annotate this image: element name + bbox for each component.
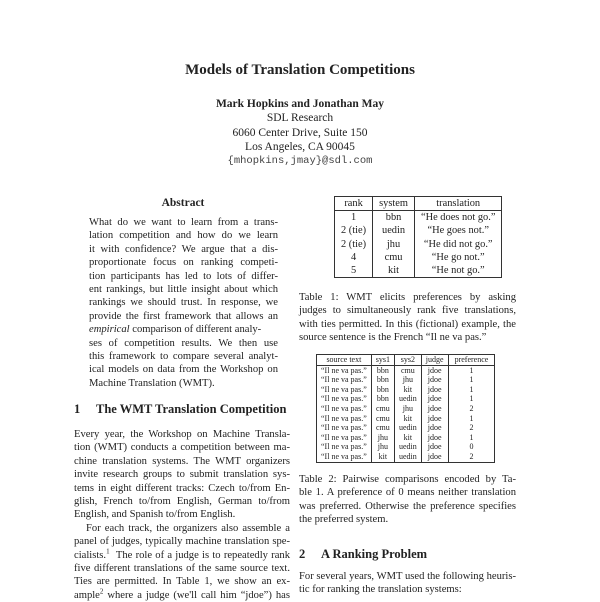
table-cell: uedin [395, 452, 422, 462]
table-cell: 2 [448, 452, 495, 462]
address-line-2: Los Angeles, CA 90045 [245, 141, 355, 153]
section-1-body [74, 428, 290, 602]
address-line-1: 6060 Center Drive, Suite 150 [232, 126, 368, 139]
caption-line: Table 2: Pairwise comparisons encoded by Ta- [299, 474, 516, 485]
caption-line: with ties permitted. In this (fictional) example, the [299, 318, 516, 330]
table-cell: 2 [448, 423, 495, 433]
table-row [335, 211, 502, 225]
table-cell: “Il ne va pas.” [317, 404, 372, 414]
table-cell: uedin [395, 423, 422, 433]
table-cell: uedin [373, 224, 415, 237]
abstract-line: ent rankings, but little insight about which [89, 283, 278, 295]
abstract-line: it with confidence? We argue that a dis- [89, 243, 278, 255]
section-1-heading [74, 402, 294, 417]
table-cell: 2 (tie) [335, 238, 373, 251]
body-line: tic for ranking the translation systems: [299, 584, 462, 596]
table-1-caption [299, 291, 516, 345]
table-row [335, 224, 502, 237]
abstract-line: ses of competition results. We then use [89, 337, 278, 349]
body-line: Every year, the Workshop on Machine Transla- [74, 429, 290, 440]
table-header-row [335, 197, 502, 211]
body-line [74, 589, 290, 602]
table-row [317, 404, 495, 414]
table-cell: jhu [373, 238, 415, 251]
table-row [317, 385, 495, 395]
abstract-heading: Abstract [161, 197, 205, 209]
body-line: panel of judges, typically machine translation spe- [74, 536, 290, 548]
abstract-line-text: comparison of different analy- [132, 324, 262, 336]
column-header: translation [414, 197, 501, 211]
abstract-line: provide the first framework that allows an [89, 310, 278, 322]
table-cell: kit [395, 433, 422, 443]
email: {mhopkins,jmay}@sdl.com [227, 155, 373, 167]
column-header: judge [421, 355, 448, 366]
section-number: 2 [299, 547, 306, 561]
column-header: system [373, 197, 415, 211]
caption-line: Table 1: WMT elicits preferences by asking [299, 292, 516, 303]
table-cell: bbn [373, 211, 415, 225]
table-cell: bbn [371, 375, 394, 385]
table-row [317, 442, 495, 452]
table-cell: 2 [448, 404, 495, 414]
body-text: ample [74, 589, 100, 601]
table-cell: jdoe [421, 414, 448, 424]
table-cell: jdoe [421, 404, 448, 414]
abstract-line: lation competition and how do we learn [89, 230, 278, 242]
table-cell: “Il ne va pas.” [317, 442, 372, 452]
table-row [317, 375, 495, 385]
table-row [317, 365, 495, 375]
table-cell: uedin [395, 394, 422, 404]
body-line: For several years, WMT used the following heuris- [299, 571, 516, 582]
table-2 [316, 354, 495, 463]
abstract-line: proportionate focus on ranking competi- [89, 257, 278, 269]
body-text: The role of a judge is to repeatedly rank [115, 549, 290, 561]
table-2-caption [299, 473, 516, 527]
table-cell: 0 [448, 442, 495, 452]
table-row [317, 394, 495, 404]
table-cell: jdoe [421, 375, 448, 385]
table-cell: cmu [371, 404, 394, 414]
table-cell: kit [371, 452, 394, 462]
column-header: sys1 [371, 355, 394, 366]
table-cell: bbn [371, 385, 394, 395]
table-cell: jdoe [421, 385, 448, 395]
table-cell: 1 [448, 385, 495, 395]
table-cell: cmu [371, 423, 394, 433]
footnote-mark[interactable]: 2 [99, 587, 104, 596]
table-cell: 4 [335, 251, 373, 264]
authors: Mark Hopkins and Jonathan May [215, 98, 385, 110]
abstract-line [89, 323, 278, 336]
table-cell: 1 [448, 375, 495, 385]
body-text: where a judge (we'll call him “jdoe”) has [107, 589, 290, 601]
section-number: 1 [74, 402, 81, 416]
table-row [335, 251, 502, 264]
table-cell: “Il ne va pas.” [317, 394, 372, 404]
table-header-row [317, 355, 495, 366]
table-cell: 1 [448, 414, 495, 424]
column-header: preference [448, 355, 495, 366]
section-title: The WMT Translation Competition [96, 402, 287, 416]
table-cell: 2 (tie) [335, 224, 373, 237]
table-cell: bbn [371, 394, 394, 404]
abstract-line: tion participants has led to lots of differ- [89, 270, 278, 282]
table-row [335, 238, 502, 251]
abstract-body [89, 216, 278, 390]
caption-line: judges to simultaneously rank five translations, [299, 305, 516, 317]
table-row [317, 423, 495, 433]
table-cell: “He does not go.” [414, 211, 501, 225]
body-line: invite research groups to submit translation sys- [74, 469, 290, 481]
body-text: cialists. [74, 549, 107, 561]
table-cell: cmu [371, 414, 394, 424]
affiliation: SDL Research [266, 112, 334, 124]
table-cell: jhu [395, 375, 422, 385]
table-1 [334, 196, 502, 278]
table-cell: jdoe [421, 433, 448, 443]
table-cell: cmu [395, 365, 422, 375]
caption-line: ble 1. A preference of 0 means neither translation [299, 487, 516, 499]
body-line: Ties are permitted. In Table 1, we show an ex- [74, 576, 290, 588]
table-cell: 1 [448, 365, 495, 375]
body-line: tems in eight different tracks: Czech to/from En- [74, 482, 290, 494]
emphasis: empirical [89, 324, 130, 336]
table-cell: jdoe [421, 394, 448, 404]
table-cell: jdoe [421, 365, 448, 375]
table-row [335, 264, 502, 278]
table-row [317, 433, 495, 443]
body-line: For each track, the organizers also assemble a [86, 522, 290, 534]
table-row [317, 414, 495, 424]
table-cell: “Il ne va pas.” [317, 385, 372, 395]
paper-title: Models of Translation Competitions [185, 62, 415, 78]
table-cell: uedin [395, 442, 422, 452]
table-cell: kit [395, 385, 422, 395]
table-cell: 5 [335, 264, 373, 278]
table-cell: “Il ne va pas.” [317, 414, 372, 424]
table-cell: 1 [448, 394, 495, 404]
table-cell: jdoe [421, 423, 448, 433]
column-header: source text [317, 355, 372, 366]
body-line: glish, French to/from English, German to/from [74, 495, 290, 507]
abstract-line: this framework to compare several analyt- [89, 350, 278, 362]
table-cell: bbn [371, 365, 394, 375]
table-cell: “He goes not.” [414, 224, 501, 237]
table-cell: 1 [448, 433, 495, 443]
column-header: rank [335, 197, 373, 211]
body-line: five different translations of the same source text. [74, 562, 290, 574]
caption-line: source sentence is the French “Il ne va pas.” [299, 332, 487, 344]
table-cell: “He did not go.” [414, 238, 501, 251]
body-line [74, 546, 290, 562]
table-cell: “He not go.” [414, 264, 501, 278]
table-cell: kit [373, 264, 415, 278]
abstract-line: rankings we should trust. In response, we [89, 297, 278, 309]
caption-line: the preferred system. [299, 514, 389, 526]
body-line: chine translation systems. The WMT organizers [74, 455, 290, 467]
footnote-mark[interactable]: 1 [106, 546, 110, 555]
section-title: A Ranking Problem [321, 547, 428, 561]
table-cell: jdoe [421, 452, 448, 462]
table-cell: jdoe [421, 442, 448, 452]
caption-line: was preferred. Otherwise the preference specifies [299, 500, 516, 512]
table-cell: “Il ne va pas.” [317, 365, 372, 375]
table-cell: “Il ne va pas.” [317, 452, 372, 462]
abstract-line: Machine Translation (WMT). [89, 377, 215, 389]
table-cell: “He go not.” [414, 251, 501, 264]
table-cell: “Il ne va pas.” [317, 423, 372, 433]
body-line: English, and Spanish to/from English. [74, 509, 236, 521]
table-cell: cmu [373, 251, 415, 264]
body-line: tion (WMT) conducts a competition between ma- [74, 442, 290, 454]
table-cell: jhu [371, 433, 394, 443]
table-cell: “Il ne va pas.” [317, 433, 372, 443]
table-cell: “Il ne va pas.” [317, 375, 372, 385]
table-cell: jhu [395, 404, 422, 414]
abstract-line: ical models on data from the Workshop on [89, 364, 278, 376]
table-cell: jhu [371, 442, 394, 452]
table-row [317, 452, 495, 462]
section-2-heading [299, 547, 516, 562]
section-2-body [299, 570, 516, 597]
abstract-line: What do we want to learn from a trans- [89, 217, 278, 228]
table-cell: 1 [335, 211, 373, 225]
table-cell: kit [395, 414, 422, 424]
column-header: sys2 [395, 355, 422, 366]
